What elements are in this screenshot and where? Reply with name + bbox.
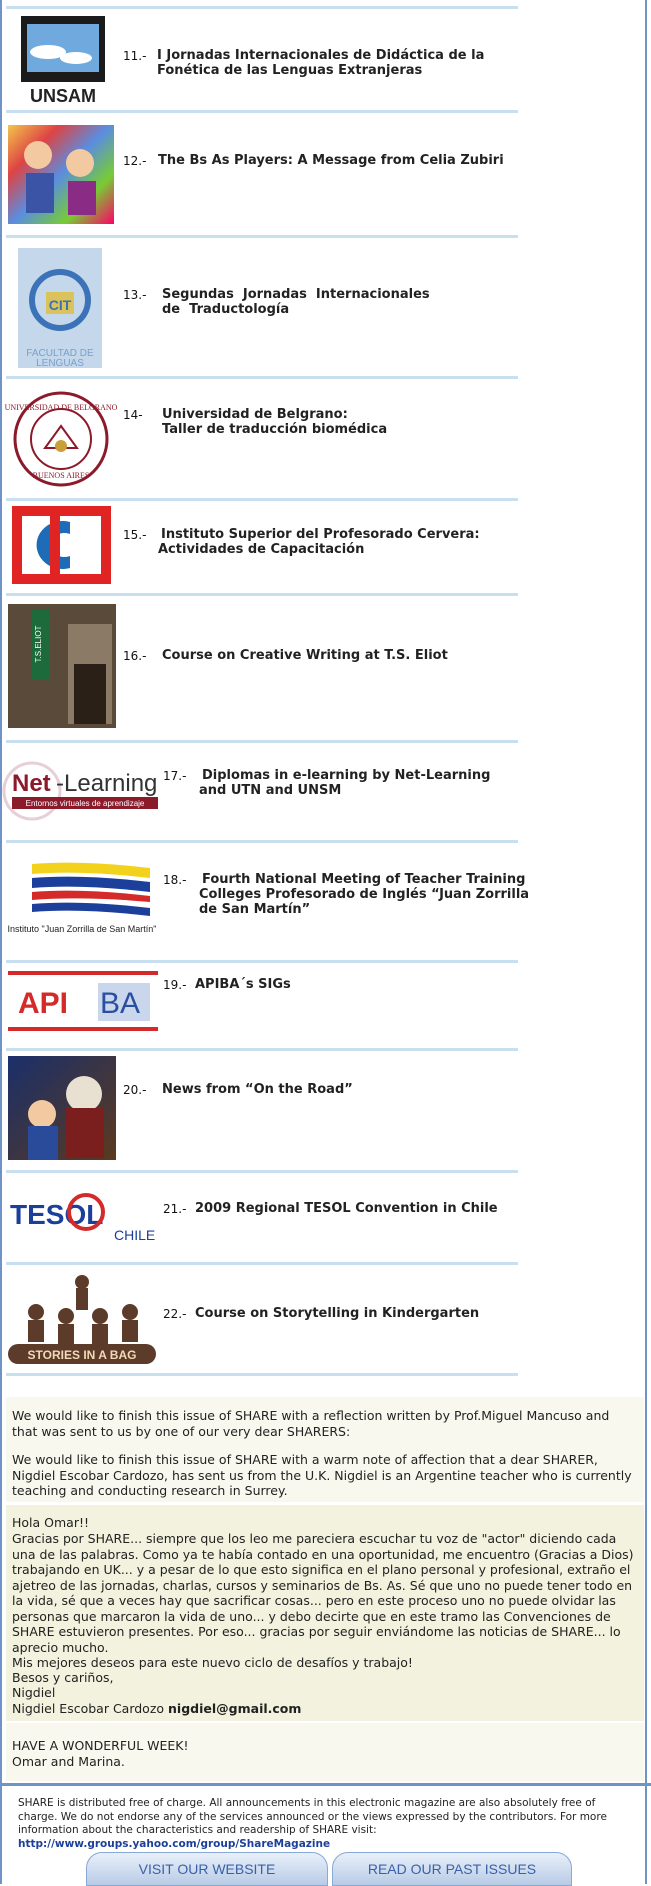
item-number: 21.- (163, 1202, 187, 1216)
past-issues-button[interactable]: READ OUR PAST ISSUES (332, 1852, 572, 1886)
item-title[interactable]: 2009 Regional TESOL Convention in Chile (195, 1201, 498, 1216)
footer-rule (0, 1783, 651, 1786)
separator (6, 1170, 518, 1173)
separator (6, 840, 518, 843)
item-title-line2[interactable]: Actividades de Capacitación (158, 542, 365, 557)
item-number: 14- (123, 408, 143, 422)
item-number: 15.- (123, 528, 147, 542)
net-learning-logo (6, 751, 158, 823)
svg-text:CHILE: CHILE (114, 1227, 156, 1243)
ts-eliot-photo (8, 604, 116, 728)
footer-text (18, 1797, 630, 1851)
footer-link[interactable]: http://www.groups.yahoo.com/group/ShareMagazine (18, 1837, 331, 1850)
item-title[interactable]: The Bs As Players: A Message from Celia Zubiri (158, 153, 504, 168)
zorrilla-logo (7, 860, 157, 936)
item-number: 13.- (123, 288, 147, 302)
belgrano-seal (4, 390, 118, 488)
separator (6, 1373, 518, 1376)
item-title-line2[interactable]: de Traductología (162, 302, 290, 317)
item-title[interactable]: I Jornadas Internacionales de Didáctica de la (157, 48, 485, 63)
item-title[interactable]: Course on Creative Writing at T.S. Eliot (162, 648, 448, 663)
item-title[interactable]: Universidad de Belgrano: (162, 407, 348, 422)
letter-wishes: Mis mejores deseos para este nuevo ciclo de desafíos y trabajo! (12, 1655, 413, 1670)
facultad-lenguas-logo (18, 248, 102, 368)
item-number: 18.- (163, 873, 187, 887)
letter-panel (6, 1505, 644, 1721)
svg-text:UNIVERSIDAD DE BELGRANO: UNIVERSIDAD DE BELGRANO (4, 403, 118, 412)
svg-text:CIT: CIT (48, 297, 72, 313)
item-title[interactable]: News from “On the Road” (162, 1082, 353, 1097)
svg-text:FACULTAD DE: FACULTAD DE (26, 348, 94, 359)
item-number: 12.- (123, 154, 147, 168)
item-title[interactable]: Fourth National Meeting of Teacher Training (202, 872, 526, 887)
letter-kisses: Besos y cariños, (12, 1670, 114, 1685)
bs-as-players-photo (8, 125, 114, 224)
separator (6, 6, 518, 9)
svg-text:Instituto "Juan Zorrilla de Sa: Instituto "Juan Zorrilla de San Martín" (7, 924, 157, 934)
signature-name: Nigdiel Escobar Cardozo (12, 1701, 165, 1716)
svg-text:TESOL: TESOL (10, 1199, 104, 1230)
visit-website-button[interactable]: VISIT OUR WEBSITE (86, 1852, 328, 1886)
closing-line2: Omar and Marina. (12, 1754, 125, 1769)
reflection-p1: We would like to finish this issue of SHARE with a reflection written by Prof.Miguel Mancuso and that was sent to us by one of our very dear SHARERS: (12, 1408, 610, 1439)
on-the-road-photo (8, 1056, 116, 1160)
item-title-line2[interactable]: Taller de traducción biomédica (162, 422, 388, 437)
item-number: 11.- (123, 49, 147, 63)
svg-text:Net: Net (12, 770, 51, 797)
footer-disclaimer: SHARE is distributed free of charge. All announcements in this electronic magazine are also absolutely free of charge. We do not endorse any of the services announced or the views expressed by the contributors. For more information about the characteristics and readership of SHARE visit: (18, 1797, 607, 1836)
svg-text:API: API (18, 987, 69, 1020)
item-title-line2[interactable]: Fonética de las Lenguas Extranjeras (157, 63, 423, 78)
separator (6, 593, 518, 596)
separator (6, 1048, 518, 1051)
item-title[interactable]: Diplomas in e-learning by Net-Learning (202, 768, 491, 783)
stories-in-a-bag-logo (6, 1272, 158, 1366)
item-number: 17.- (163, 769, 187, 783)
letter-signature: Nigdiel (12, 1685, 56, 1700)
signature-email[interactable]: nigdiel@gmail.com (168, 1701, 302, 1716)
svg-text:BUENOS AIRES: BUENOS AIRES (32, 471, 90, 480)
item-number: 20.- (123, 1083, 147, 1097)
separator (6, 960, 518, 963)
separator (6, 740, 518, 743)
item-title[interactable]: Course on Storytelling in Kindergarten (195, 1306, 480, 1321)
separator (6, 1262, 518, 1265)
reflection-intro (6, 1397, 644, 1502)
apiba-logo (8, 969, 158, 1035)
item-title-line3[interactable]: de San Martín” (199, 902, 311, 917)
svg-text:-Learning: -Learning (56, 770, 158, 797)
item-number: 16.- (123, 649, 147, 663)
item-title[interactable]: Segundas Jornadas Internacionales (162, 287, 430, 302)
svg-text:LENGUAS: LENGUAS (36, 358, 84, 369)
closing (6, 1723, 644, 1781)
reflection-p2: We would like to finish this issue of SHARE with a warm note of affection that a dear SHARER, Nigdiel Escobar Cardozo, has sent us from the U.K. Nigdiel is an Argentine teacher who is currently teaching and conducting research in Surrey. (12, 1452, 632, 1498)
letter-greeting: Hola Omar!! (12, 1515, 89, 1530)
letter-body: Gracias por SHARE... siempre que los leo me pareciera escuchar tu voz de "actor" diciendo cada una de las palabras. Como ya te había contado en una oportunidad, me encuentro (Gracias a Dios) trabajando en UK... y a pesar de lo que esto significa en el plano personal y profesional, extraño el ajetreo de las jornadas, charlas, cursos y seminarios de Bs. As. Sé que uno no puede tener todo en la vida, sé que a veces hay que sacrificar cosas... pero en este proceso uno no puede olvidar las personas que marcaron la vida de uno... y debo decirte que en este tramo las Convenciones de SHARE estuvieron presentes. Por eso... gracias por seguir enviándome las noticias de SHARE... lo aprecio mucho. (12, 1531, 634, 1655)
svg-text:BA: BA (100, 987, 141, 1020)
item-title[interactable]: APIBA´s SIGs (195, 977, 291, 992)
letter-signature-line (12, 1701, 636, 1717)
svg-text:UNSAM: UNSAM (30, 86, 96, 106)
cervera-logo (12, 506, 111, 584)
tesol-chile-logo (8, 1190, 158, 1246)
item-title-line2[interactable]: and UTN and UNSM (199, 783, 342, 798)
svg-text:T.S.ELIOT: T.S.ELIOT (34, 625, 43, 663)
separator (6, 376, 518, 379)
svg-text:Entornos virtuales de aprendiz: Entornos virtuales de aprendizaje (25, 799, 145, 808)
item-number: 19.- (163, 978, 187, 992)
separator (6, 110, 518, 113)
separator (6, 235, 518, 238)
svg-text:STORIES IN A BAG: STORIES IN A BAG (27, 1348, 137, 1362)
closing-line1: HAVE A WONDERFUL WEEK! (12, 1738, 189, 1753)
separator (6, 498, 518, 501)
item-title[interactable]: Instituto Superior del Profesorado Cervera: (161, 527, 480, 542)
unsam-logo (18, 14, 108, 106)
item-title-line2[interactable]: Colleges Profesorado de Inglés “Juan Zorrilla (199, 887, 530, 902)
item-number: 22.- (163, 1307, 187, 1321)
